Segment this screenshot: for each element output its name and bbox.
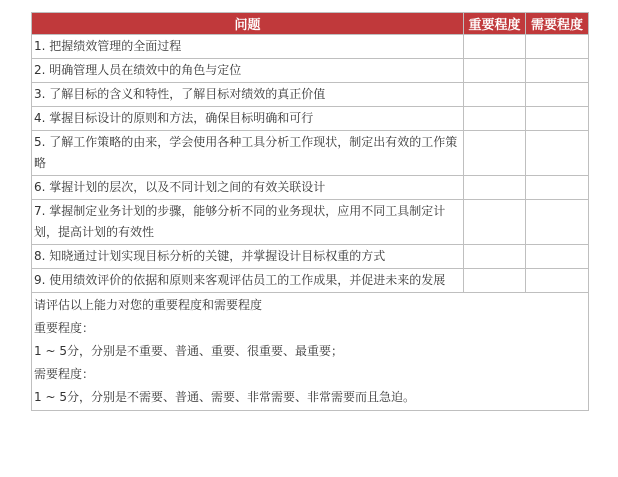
header-question: 问题 [32, 13, 464, 35]
table-row [32, 176, 589, 200]
importance-cell[interactable] [464, 245, 526, 269]
importance-title: 重要程度： [34, 321, 95, 335]
question-cell: 5. 了解工作策略的由来，学会使用各种工具分析工作现状，制定出有效的工作策略 [32, 131, 464, 176]
question-cell: 1. 把握绩效管理的全面过程 [32, 35, 464, 59]
importance-cell[interactable] [464, 59, 526, 83]
need-cell[interactable] [526, 83, 589, 107]
importance-cell[interactable] [464, 107, 526, 131]
question-cell: 7. 掌握制定业务计划的步骤，能够分析不同的业务现状，应用不同工具制定计划，提高计划的有效性 [32, 200, 464, 245]
need-cell[interactable] [526, 59, 589, 83]
header-importance: 重要程度 [464, 13, 526, 35]
table-row [32, 131, 589, 176]
need-cell[interactable] [526, 107, 589, 131]
question-cell: 2. 明确管理人员在绩效中的角色与定位 [32, 59, 464, 83]
need-title: 需要程度： [34, 367, 95, 381]
importance-scale: 1 ~ 5分，分别是不重要、普通、重要、很重要、最重要； [34, 344, 343, 358]
table-row [32, 107, 589, 131]
instructions-cell [32, 293, 589, 411]
instructions-row [32, 293, 589, 411]
table-row [32, 245, 589, 269]
instructions-intro: 请评估以上能力对您的重要程度和需要程度 [34, 298, 263, 312]
table-row [32, 269, 589, 293]
need-cell[interactable] [526, 200, 589, 245]
table-row [32, 83, 589, 107]
need-cell[interactable] [526, 35, 589, 59]
evaluation-table-container [31, 12, 589, 411]
need-cell[interactable] [526, 176, 589, 200]
question-cell: 3. 了解目标的含义和特性，了解目标对绩效的真正价值 [32, 83, 464, 107]
question-cell: 8. 知晓通过计划实现目标分析的关键，并掌握设计目标权重的方式 [32, 245, 464, 269]
need-cell[interactable] [526, 269, 589, 293]
header-need: 需要程度 [526, 13, 589, 35]
question-cell: 6. 掌握计划的层次，以及不同计划之间的有效关联设计 [32, 176, 464, 200]
importance-cell[interactable] [464, 83, 526, 107]
question-cell: 9. 使用绩效评价的依据和原则来客观评估员工的工作成果，并促进未来的发展 [32, 269, 464, 293]
importance-cell[interactable] [464, 269, 526, 293]
question-cell: 4. 掌握目标设计的原则和方法，确保目标明确和可行 [32, 107, 464, 131]
table-row [32, 35, 589, 59]
table-row [32, 200, 589, 245]
importance-cell[interactable] [464, 176, 526, 200]
importance-cell[interactable] [464, 131, 526, 176]
importance-cell[interactable] [464, 35, 526, 59]
table-row [32, 59, 589, 83]
need-scale: 1 ~ 5分，分别是不需要、普通、需要、非常需要、非常需要而且急迫。 [34, 390, 415, 404]
need-cell[interactable] [526, 245, 589, 269]
evaluation-table [31, 12, 589, 411]
table-header-row [32, 13, 589, 35]
need-cell[interactable] [526, 131, 589, 176]
importance-cell[interactable] [464, 200, 526, 245]
